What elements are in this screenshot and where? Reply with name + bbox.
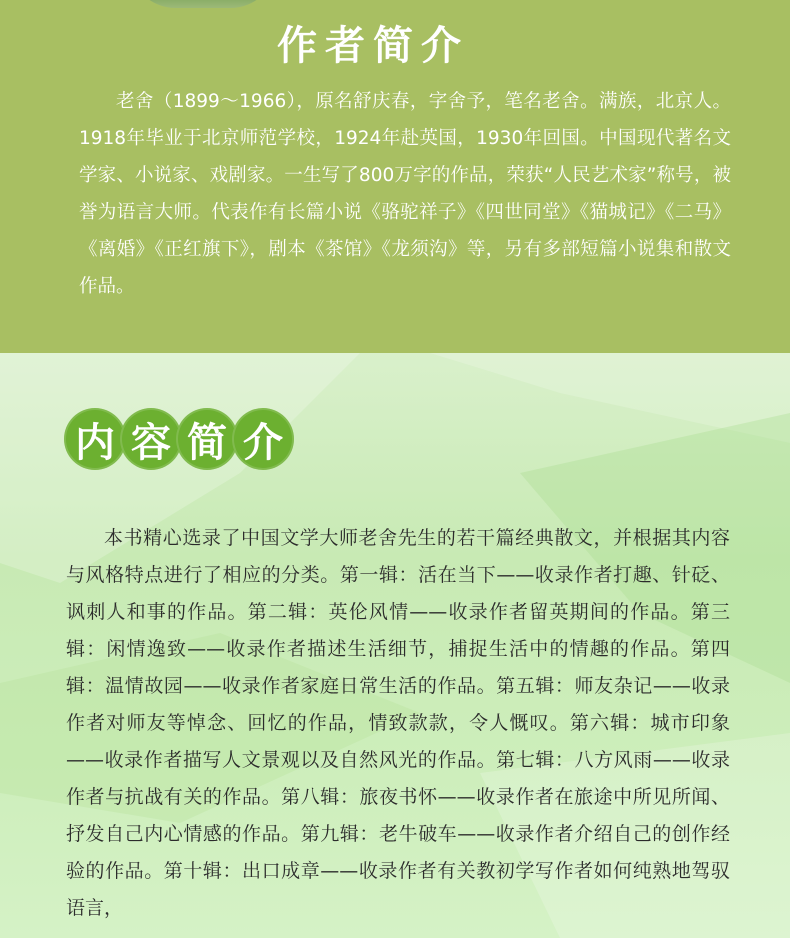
author-portrait-image	[128, 0, 278, 8]
title-char-circle: 简	[176, 408, 238, 470]
title-char-circle: 容	[120, 408, 182, 470]
author-section	[0, 0, 790, 353]
title-char-circle: 内	[64, 408, 126, 470]
content-summary-text: 本书精心选录了中国文学大师老舍先生的若干篇经典散文，并根据其内容与风格特点进行了相应的分类。第一辑：活在当下——收录作者打趣、针砭、讽刺人和事的作品。第二辑：英伦风情——收录作者留英期间的作品。第三辑：闲情逸致——收录作者描述生活细节，捕捉生活中的情趣的作品。第四辑：温情故园——收录作者家庭日常生活的作品。第五辑：师友杂记——收录作者对师友等悼念、回忆的作品，情致款款，令人慨叹。第六辑：城市印象——收录作者描写人文景观以及自然风光的作品。第七辑：八方风雨——收录作者与抗战有关的作品。第八辑：旅夜书怀——收录作者在旅途中所见所闻、抒发自己内心情感的作品。第九辑：老牛破车——收录作者介绍自己的创作经验的作品。第十辑：出口成章——收录作者有关教初学写作者如何纯熟地驾驭语言，	[66, 527, 730, 919]
author-section-title: 作者简介	[277, 22, 469, 69]
content-section-title	[64, 408, 288, 470]
content-section	[0, 353, 790, 938]
title-char-circle: 介	[232, 408, 294, 470]
author-bio-text: 老舍（1899～1966），原名舒庆春，字舍予，笔名老舍。满族，北京人。1918年毕业于北京师范学校，1924年赴英国，1930年回国。中国现代著名文学家、小说家、戏剧家。一生写了800万字的作品，荣获“人民艺术家”称号，被誉为语言大师。代表作有长篇小说《骆驼祥子》《四世同堂》《猫城记》《二马》《离婚》《正红旗下》，剧本《茶馆》《龙须沟》等，另有多部短篇小说集和散文作品。	[79, 91, 731, 297]
